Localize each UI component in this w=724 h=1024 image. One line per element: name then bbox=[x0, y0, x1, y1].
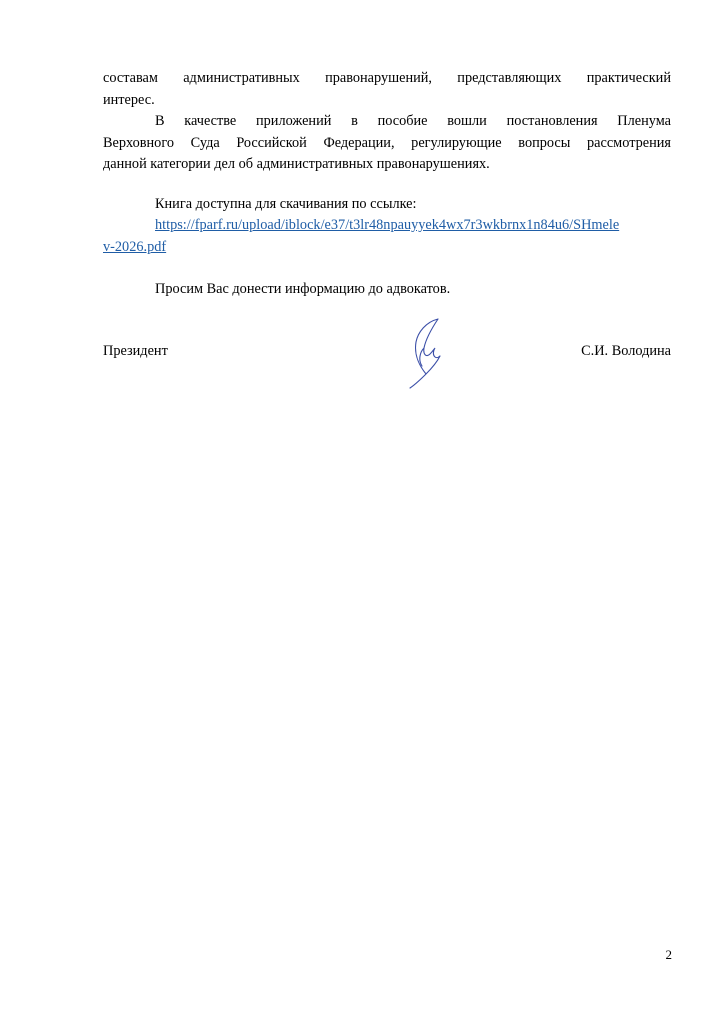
request-paragraph: Просим Вас донести информацию до адвокатов. bbox=[155, 281, 451, 297]
download-link-line-1[interactable]: https://fparf.ru/upload/iblock/e37/t3lr48npauyyek4wx7r3wkbrnx1n84u6/SHmele bbox=[155, 217, 620, 233]
paragraph-line: составам административных правонарушений, представляющих практический bbox=[103, 70, 671, 86]
handwritten-signature-icon bbox=[396, 316, 452, 392]
signatory-title: Президент bbox=[103, 343, 168, 359]
paragraph-line: интерес. bbox=[103, 91, 155, 108]
download-link-line-2[interactable]: v-2026.pdf bbox=[103, 238, 167, 255]
download-link-block bbox=[103, 215, 671, 258]
paragraph-appendices bbox=[103, 111, 671, 176]
paragraph-line: Верховного Суда Российской Федерации, регулирующие вопросы рассмотрения bbox=[103, 134, 671, 151]
download-intro: Книга доступна для скачивания по ссылке: bbox=[155, 196, 417, 212]
paragraph-line: В качестве приложений в пособие вошли постановления Пленума bbox=[155, 113, 671, 129]
page-number: 2 bbox=[665, 947, 672, 962]
signatory-name: С.И. Володина bbox=[581, 343, 671, 359]
paragraph-line: данной категории дел об административных правонарушениях. bbox=[103, 156, 490, 172]
paragraph-continuation bbox=[103, 68, 671, 111]
